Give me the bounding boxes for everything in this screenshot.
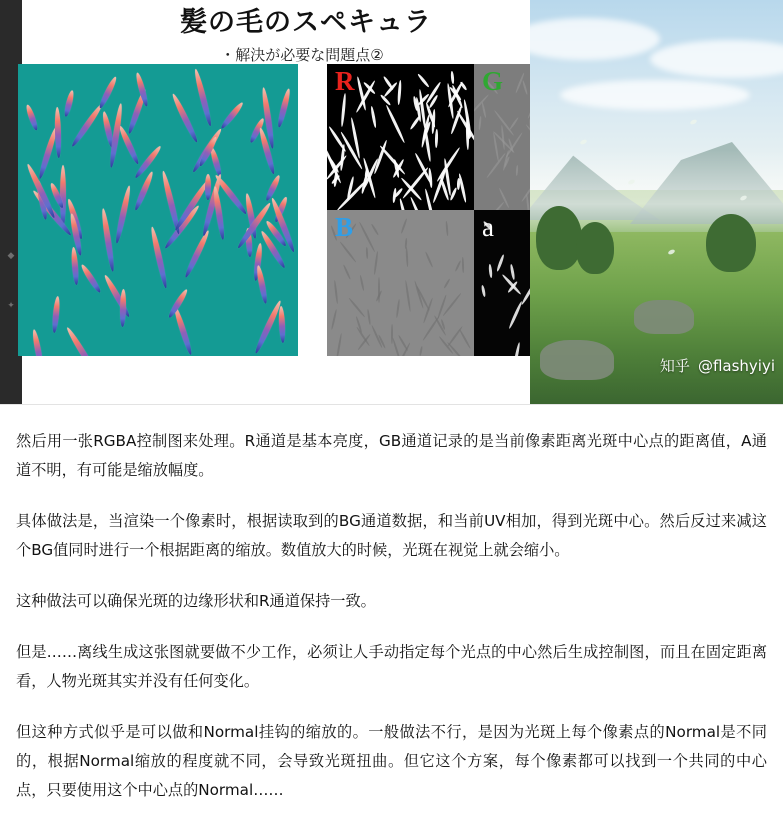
channel-streak [391, 324, 393, 344]
hair-stroke [103, 274, 132, 319]
hair-stroke [276, 88, 292, 128]
channel-streak [340, 93, 346, 127]
hair-stroke [183, 229, 211, 279]
channel-streak [459, 329, 472, 349]
channel-streak [508, 300, 523, 329]
channel-streak [451, 71, 455, 85]
hair-specular-swatch [18, 64, 298, 356]
channel-streak [343, 264, 352, 280]
channel-streak [405, 280, 412, 312]
hair-stroke [193, 69, 214, 128]
channel-label-b: B [335, 212, 354, 242]
article-paragraph: 这种做法可以确保光斑的边缘形状和R通道保持一致。 [16, 592, 376, 610]
banner-mark-icon: ◆ [7, 250, 15, 260]
hair-stroke [63, 90, 75, 118]
hair-stroke [31, 329, 45, 356]
channel-streak [462, 257, 465, 273]
channel-quadrant-r [327, 64, 474, 210]
watermark-site: 知乎 [659, 357, 690, 375]
photo-rock [634, 300, 694, 334]
channel-streak [366, 247, 369, 259]
channel-streak [457, 178, 460, 190]
hair-stroke [163, 204, 201, 250]
channel-streak [370, 223, 379, 235]
hair-stroke [70, 102, 104, 147]
hair-stroke [65, 326, 102, 356]
channel-streak [465, 116, 469, 150]
hair-stroke [212, 186, 226, 240]
channel-streak [496, 254, 505, 272]
hair-stroke [98, 76, 119, 110]
hair-stroke [100, 208, 116, 272]
channel-label-g: G [482, 66, 504, 96]
channel-streak [425, 251, 434, 267]
article-body [0, 405, 783, 805]
channel-quadrant-b [327, 210, 474, 356]
channel-streak [478, 116, 482, 131]
hair-stroke [114, 185, 132, 244]
hair-stroke [170, 92, 199, 143]
channel-streak [367, 309, 371, 326]
photo-tree [706, 214, 756, 272]
channel-streak [410, 115, 422, 130]
photo-rock [540, 340, 614, 380]
channel-streak [444, 278, 451, 288]
hair-stroke [120, 289, 127, 327]
channel-streak [339, 241, 357, 263]
photo-cloud [560, 80, 750, 110]
hair-stroke [54, 107, 62, 158]
channel-streak [435, 129, 439, 148]
slide-title: 髪の毛のスペキュラ [180, 7, 432, 38]
channel-streak [360, 275, 365, 291]
article-paragraph: 然后用一张RGBA控制图来处理。R通道是基本亮度，GB通道记录的是当前像素距离光斑中心点的距离值，A通道不明，有可能是缩放幅度。 [16, 432, 767, 479]
channel-streak [335, 333, 342, 356]
channel-streak [378, 277, 380, 303]
channel-streak [445, 221, 448, 236]
hair-stroke [253, 299, 283, 354]
channel-streak [454, 261, 461, 273]
landscape-photo [530, 0, 783, 404]
channel-streak [400, 218, 407, 234]
hair-stroke [149, 226, 169, 289]
channel-streak [513, 342, 522, 356]
slide-subtitle: ・解決が必要な問題点② [220, 46, 384, 64]
hair-stroke [51, 296, 61, 333]
article-paragraph: 但这种方式似乎是可以做和Normal挂钩的缩放的。一般做法不行，是因为光斑上每个像素点的Normal是不同的，根据Normal缩放的程度就不同，会导致光斑扭曲。但它这个方案，每个像素都可以找到一个共同的中心点，只要使用这个中心点的Normal…… [16, 723, 767, 799]
channel-streak [417, 73, 430, 88]
channel-label-a: a [482, 212, 494, 242]
channel-streak [405, 238, 408, 249]
hair-stroke [173, 305, 195, 356]
channel-streak [481, 285, 486, 298]
channel-streak [481, 102, 486, 118]
hair-stroke [60, 165, 66, 227]
channel-streak [331, 309, 338, 330]
hair-stroke [278, 306, 286, 343]
article-paragraph: 但是……离线生成这张图就要做不少工作，必须让人手动指定每个光点的中心然后生成控制图，而且在固定距离看，人物光斑其实并没有任何变化。 [16, 643, 767, 690]
channel-streak [516, 165, 519, 176]
banner-mark-icon-2: ✦ [7, 300, 15, 310]
channel-streak [348, 297, 366, 318]
hair-stroke [255, 265, 268, 305]
channel-label-r: R [335, 66, 355, 96]
channel-streak [397, 80, 402, 105]
hair-stroke [219, 101, 245, 131]
channel-streak [385, 105, 406, 145]
channel-streak [395, 299, 399, 318]
photo-tree [536, 206, 582, 270]
channel-streak [373, 251, 378, 275]
channel-streak [460, 81, 468, 91]
channel-streak [509, 264, 515, 280]
channel-streak [406, 247, 409, 267]
channel-streak [399, 198, 409, 210]
watermark-user: @flashyiyi [697, 357, 775, 375]
channel-streak [419, 346, 423, 356]
hair-stroke [257, 127, 276, 174]
photo-tree [576, 222, 614, 274]
slide-image [0, 0, 783, 404]
article-paragraph: 具体做法是，当渲染一个像素时，根据读取到的BG通道数据，和当前UV相加，得到光斑中心。然后反过来减这个BG值同时进行一个根据距离的缩放。数值放大的时候，光斑在视觉上就会缩小。 [16, 512, 767, 559]
hair-stroke [80, 263, 103, 294]
channel-streak [334, 280, 339, 304]
channel-streak [522, 80, 528, 95]
hair-stroke [24, 104, 39, 132]
channel-streak [370, 106, 377, 128]
channel-streak [488, 264, 492, 278]
channel-streak [487, 201, 504, 210]
watermark [660, 355, 775, 376]
channel-streak [509, 116, 519, 129]
